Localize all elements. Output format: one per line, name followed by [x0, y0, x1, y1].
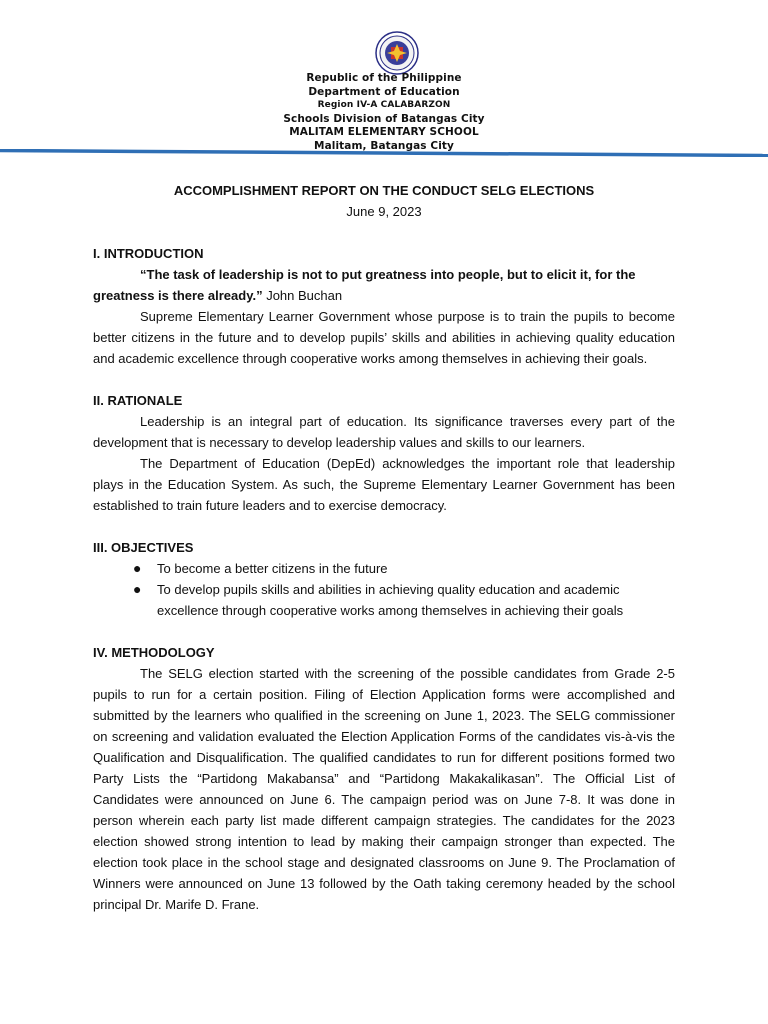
methodology-paragraph: The SELG election started with the screening of the possible candidates from Grade 2-5 pupils to run for a certain position. Filing of Election Application forms were accomplished and submitted by the learners who qualified in the screening on June 1, 2023. The SELG commissioner on screening and validation evaluated the Election Application Forms of the candidates vis-à-vis the Qualification and Disqualification. The qualified candidates to run for different positions formed two Party Lists the “Partidong Makabansa” and “Partidong Makakalikasan”. The Official List of Candidates were announced on June 6. The campaign period was on June 7-8. It was done in person wherein each party list made different campaign strategies. The candidates for the 2023 election showed strong intention to lead by making their campaign stronger than expected. The election took place in the school stage and designated classrooms on June 9. The Proclamation of Winners were announced on June 13 followed by the Oath taking ceremony headed by the school principal Dr. Marife D. Frane.	[93, 666, 675, 912]
section-heading-rationale: II. RATIONALE	[93, 393, 183, 408]
letterhead-divider	[0, 149, 768, 157]
report-date: June 9, 2023	[346, 204, 422, 219]
letterhead-republic: Republic of the Philippine	[306, 72, 462, 84]
letterhead-division: Schools Division of Batangas City	[283, 112, 485, 125]
report-title: ACCOMPLISHMENT REPORT ON THE CONDUCT SELG ELECTIONS	[173, 183, 595, 198]
letterhead	[0, 72, 768, 153]
section-heading-objectives: III. OBJECTIVES	[93, 540, 194, 555]
letterhead-department: Department of Education	[308, 85, 460, 98]
intro-quote	[93, 264, 675, 306]
intro-quote-author: John Buchan	[262, 288, 343, 303]
deped-seal-logo	[375, 31, 419, 75]
list-item	[93, 558, 675, 579]
bullet-icon: ●	[133, 581, 142, 597]
objective-text: To develop pupils skills and abilities in achieving quality education and academic excellence through cooperative works among themselves in achieving their goals	[157, 582, 624, 618]
letterhead-school: MALITAM ELEMENTARY SCHOOL	[289, 126, 479, 138]
intro-paragraph: Supreme Elementary Learner Government whose purpose is to train the pupils to become better citizens in the future and to develop pupils’ skills and abilities in achieving quality education and academic excellence through cooperative works among themselves in achieving their goals.	[93, 309, 675, 366]
section-heading-introduction: I. INTRODUCTION	[93, 246, 204, 261]
letterhead-region: Region IV-A CALABARZON	[317, 100, 451, 110]
rationale-paragraph-2: The Department of Education (DepEd) acknowledges the important role that leadership plays in the Education System. As such, the Supreme Elementary Learner Government has been established to train future leaders and to exercise democracy.	[93, 456, 675, 513]
report-body	[93, 180, 675, 915]
section-heading-methodology: IV. METHODOLOGY	[93, 645, 215, 660]
list-item	[93, 579, 675, 621]
letterhead-address: Malitam, Batangas City	[314, 139, 454, 152]
objectives-list	[93, 558, 675, 621]
intro-quote-text: “The task of leadership is not to put greatness into people, but to elicit it, for the greatness is there already.”	[93, 267, 636, 303]
objective-text: To become a better citizens in the future	[157, 561, 388, 576]
rationale-paragraph-1: Leadership is an integral part of education. Its significance traverses every part of the development that is necessary to develop leadership values and skills to our learners.	[93, 414, 675, 450]
bullet-icon: ●	[133, 560, 142, 576]
